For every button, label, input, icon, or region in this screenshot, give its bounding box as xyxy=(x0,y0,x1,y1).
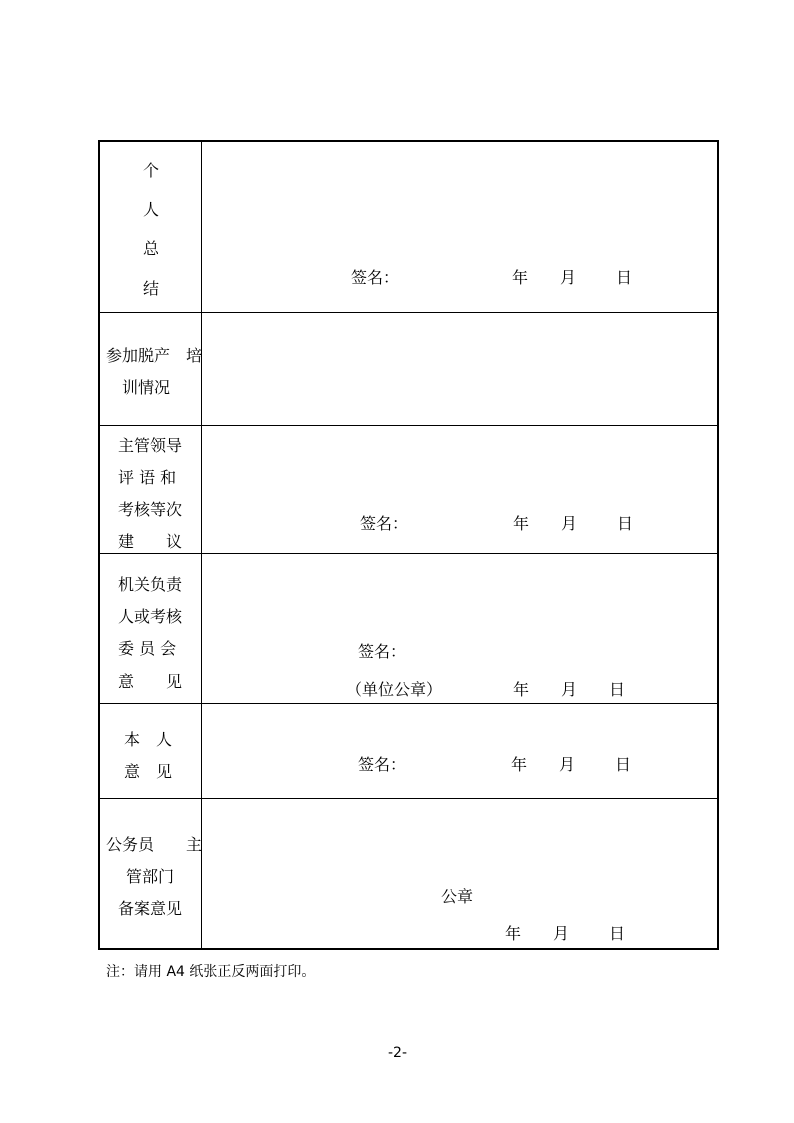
label-line: 管部门 xyxy=(126,867,175,886)
label-line: 结 xyxy=(142,279,159,298)
row-divider xyxy=(100,425,717,426)
label-line: 机关负责 xyxy=(118,575,183,594)
label-line: 建 议 xyxy=(118,532,183,551)
signature-label: 签名： xyxy=(358,755,407,774)
row-divider xyxy=(100,798,717,799)
signature-label: 签名： xyxy=(360,514,409,533)
row-divider xyxy=(100,312,717,313)
seal-label: （单位公章） xyxy=(346,680,443,699)
print-note: 注：请用 A4 纸张正反两面打印。 xyxy=(106,964,316,980)
label-line: 主管领导 xyxy=(118,436,183,455)
row-divider xyxy=(100,553,717,554)
label-line: 意 见 xyxy=(118,672,183,691)
date-month: 月 xyxy=(561,514,578,533)
label-line: 评 语 和 xyxy=(118,468,177,487)
date-year: 年 xyxy=(513,514,530,533)
date-month: 月 xyxy=(561,680,578,699)
page-number: -2- xyxy=(388,1045,408,1061)
date-day: 日 xyxy=(617,514,634,533)
date-year: 年 xyxy=(505,924,522,943)
label-line: 考核等次 xyxy=(118,500,183,519)
date-day: 日 xyxy=(609,680,626,699)
label-line: 备案意见 xyxy=(118,899,183,918)
date-day: 日 xyxy=(615,755,632,774)
date-day: 日 xyxy=(609,924,626,943)
date-day: 日 xyxy=(616,268,633,287)
label-line: 总 xyxy=(142,239,159,258)
signature-label: 签名： xyxy=(358,642,407,661)
label-line: 人 xyxy=(142,200,159,219)
label-line: 委 员 会 xyxy=(118,639,177,658)
label-line: 个 xyxy=(142,161,159,180)
label-line: 参加脱产 培 xyxy=(106,346,203,365)
label-line: 意 见 xyxy=(124,762,173,781)
label-line: 训情况 xyxy=(122,378,171,397)
label-line: 人或考核 xyxy=(118,607,183,626)
column-divider xyxy=(201,142,202,948)
date-month: 月 xyxy=(560,268,577,287)
date-year: 年 xyxy=(513,680,530,699)
label-line: 本 人 xyxy=(124,730,173,749)
signature-label: 签名： xyxy=(351,268,400,287)
date-year: 年 xyxy=(511,755,528,774)
date-year: 年 xyxy=(512,268,529,287)
label-line: 公务员 主 xyxy=(106,835,203,854)
date-month: 月 xyxy=(553,924,570,943)
row-divider xyxy=(100,703,717,704)
seal-label: 公章 xyxy=(441,887,474,906)
date-month: 月 xyxy=(559,755,576,774)
